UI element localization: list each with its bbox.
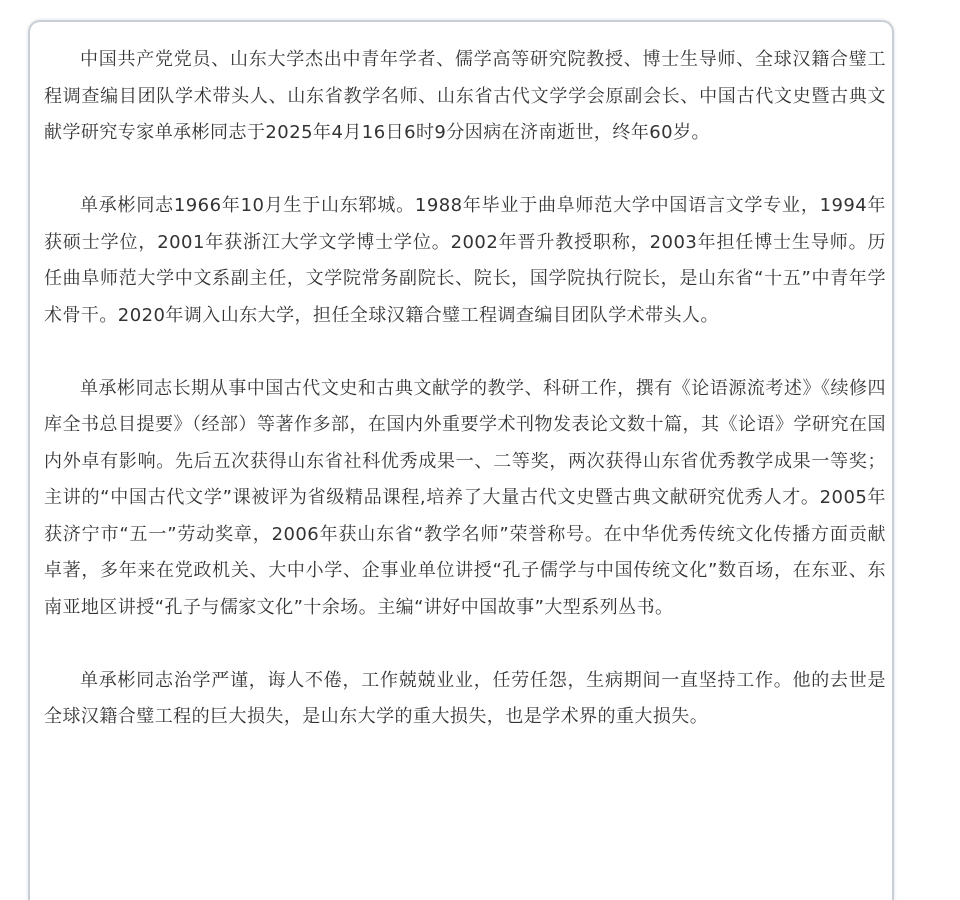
article-body — [44, 42, 886, 736]
article-card — [28, 20, 894, 900]
paragraph-tribute: 单承彬同志治学严谨，诲人不倦，工作兢兢业业，任劳任怨，生病期间一直坚持工作。他的去世是全球汉籍合璧工程的巨大损失，是山东大学的重大损失，也是学术界的重大损失。 — [44, 669, 886, 727]
paragraph-academic-achievements: 单承彬同志长期从事中国古代文史和古典文献学的教学、科研工作，撰有《论语源流考述》《续修四库全书总目提要》（经部）等著作多部，在国内外重要学术刊物发表论文数十篇，其《论语》学研究在国内外卓有影响。先后五次获得山东省社科优秀成果一、二等奖，两次获得山东省优秀教学成果一等奖；主讲的“中国古代文学”课被评为省级精品课程,培养了大量古代文史暨古典文献研究优秀人才。2005年获济宁市“五一”劳动奖章，2006年获山东省“教学名师”荣誉称号。在中华优秀传统文化传播方面贡献卓著，多年来在党政机关、大中小学、企事业单位讲授“孔子儒学与中国传统文化”数百场，在东亚、东南亚地区讲授“孔子与儒家文化”十余场。主编“讲好中国故事”大型系列丛书。 — [44, 377, 886, 618]
paragraph-biography: 单承彬同志1966年10月生于山东郓城。1988年毕业于曲阜师范大学中国语言文学专业，1994年获硕士学位，2001年获浙江大学文学博士学位。2002年晋升教授职称，2003年担任博士生导师。历任曲阜师范大学中文系副主任，文学院常务副院长、院长，国学院执行院长，是山东省“十五”中青年学术骨干。2020年调入山东大学，担任全球汉籍合璧工程调查编目团队学术带头人。 — [44, 195, 886, 326]
paragraph-obituary-intro: 中国共产党党员、山东大学杰出中青年学者、儒学高等研究院教授、博士生导师、全球汉籍合璧工程调查编目团队学术带头人、山东省教学名师、山东省古代文学学会原副会长、中国古代文史暨古典文献学研究专家单承彬同志于2025年4月16日6时9分因病在济南逝世，终年60岁。 — [44, 49, 886, 143]
